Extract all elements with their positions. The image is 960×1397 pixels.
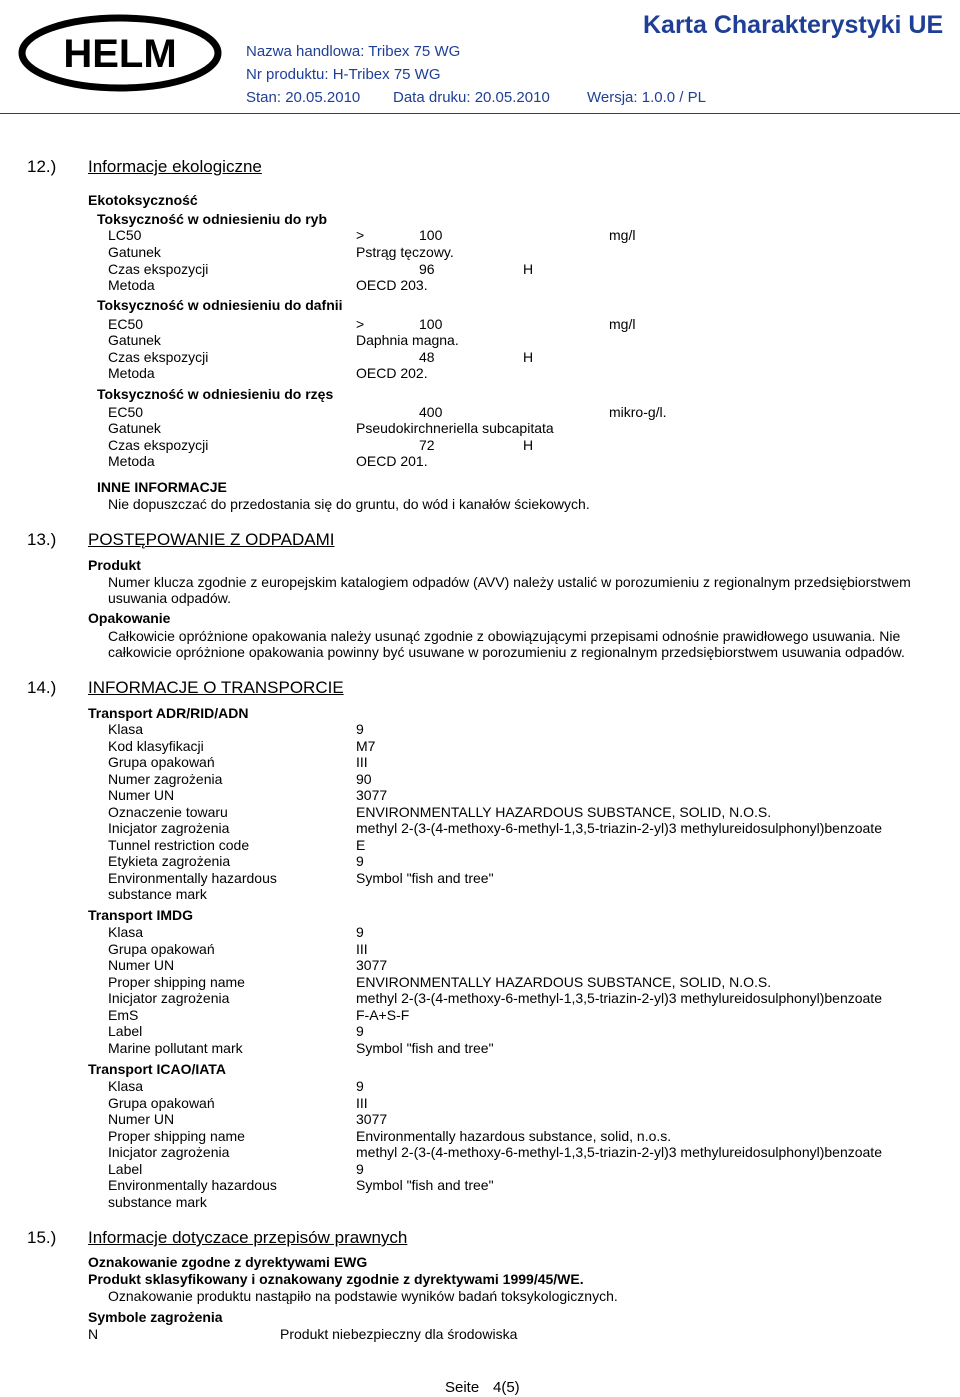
fish-heading: Toksyczność w odniesieniu do ryb xyxy=(97,211,328,227)
transport-row-label: Tunnel restriction code xyxy=(108,836,250,853)
fish-exposure: 96 xyxy=(419,261,435,277)
transport-row-value: 90 xyxy=(356,770,372,787)
transport-row-label: Kod klasyfikacji xyxy=(108,737,204,754)
transport-row-label: Inicjator zagrożenia xyxy=(108,820,230,836)
section-14-number: 14.) xyxy=(27,678,57,697)
algae-species-label: Gatunek xyxy=(108,420,161,436)
transport-row-value: 3077 xyxy=(356,787,388,803)
hazard-symbol-code: N xyxy=(88,1326,99,1342)
section-15-title: Informacje dotyczace przepisów prawnych xyxy=(88,1228,408,1247)
transport-row-value: 3077 xyxy=(356,957,388,973)
fish-unit: mg/l xyxy=(609,227,636,243)
transport-row-value: 9 xyxy=(356,853,364,869)
transport-row-label: Numer UN xyxy=(108,957,175,973)
transport-row-label: substance mark xyxy=(108,886,207,902)
algae-value: 400 xyxy=(419,404,443,420)
ecotox-heading: Ekotoksyczność xyxy=(88,192,198,208)
section-12-title: Informacje ekologiczne xyxy=(88,157,262,176)
imdg-heading: Transport IMDG xyxy=(88,907,194,923)
transport-row-label: Grupa opakowań xyxy=(108,754,215,770)
transport-row-label: Label xyxy=(108,1160,143,1177)
product-disposal-text: Numer klucza zgodnie z europejskim katalogiem odpadów (AVV) należy ustalić w porozumieniu z regionalnym przedsiębiorstwem usuwania odpadów. xyxy=(108,574,911,606)
daphnia-ec50-label: EC50 xyxy=(108,316,144,332)
section-13-number: 13.) xyxy=(27,530,57,549)
transport-row-value: 9 xyxy=(356,1078,364,1094)
algae-exposure-label: Czas ekspozycji xyxy=(108,437,209,453)
product-number: Nr produktu: H-Tribex 75 WG xyxy=(246,66,441,83)
transport-row-value: III xyxy=(356,754,368,770)
fish-exposure-unit: H xyxy=(523,261,534,277)
status-date: Stan: 20.05.2010 xyxy=(246,89,361,106)
transport-row-value: Symbol "fish and tree" xyxy=(356,1039,494,1056)
transport-row-value: 3077 xyxy=(356,1111,388,1127)
fish-gt: > xyxy=(356,227,365,243)
transport-row-label: Marine pollutant mark xyxy=(108,1039,243,1056)
transport-row-value: Symbol "fish and tree" xyxy=(356,1177,494,1193)
fish-species-label: Gatunek xyxy=(108,244,161,260)
transport-row-value: methyl 2-(3-(4-methoxy-6-methyl-1,3,5-triazin-2-yl)3 methylureidosulphonyl)benzoate xyxy=(356,990,882,1006)
transport-row-label: Inicjator zagrożenia xyxy=(108,990,230,1006)
product-heading: Produkt xyxy=(88,557,141,573)
transport-row-label: Label xyxy=(108,1023,143,1039)
transport-row-label: Proper shipping name xyxy=(108,973,245,990)
transport-row-label: Klasa xyxy=(108,721,144,737)
algae-exposure: 72 xyxy=(419,437,435,453)
transport-row-label: Numer UN xyxy=(108,1111,175,1127)
transport-row-label: Oznaczenie towaru xyxy=(108,803,228,820)
page-label: Seite xyxy=(445,1379,480,1396)
transport-row-label: Inicjator zagrożenia xyxy=(108,1144,230,1160)
page-number: 4(5) xyxy=(493,1379,520,1396)
algae-heading: Toksyczność w odniesieniu do rzęs xyxy=(97,386,334,402)
icao-heading: Transport ICAO/IATA xyxy=(88,1061,226,1077)
transport-row-value: 9 xyxy=(356,924,364,940)
other-info-text: Nie dopuszczać do przedostania się do gruntu, do wód i kanałów ściekowych. xyxy=(108,496,590,512)
hazard-symbols-heading: Symbole zagrożenia xyxy=(88,1309,223,1325)
transport-row-label: Numer UN xyxy=(108,787,175,803)
print-date: Data druku: 20.05.2010 xyxy=(393,89,550,106)
adr-heading: Transport ADR/RID/ADN xyxy=(88,705,249,721)
algae-method: OECD 201. xyxy=(356,453,428,469)
transport-row-label: Klasa xyxy=(108,924,144,940)
other-info-heading: INNE INFORMACJE xyxy=(97,479,227,495)
daphnia-heading: Toksyczność w odniesieniu do dafnii xyxy=(97,297,343,313)
section-13-title: POSTĘPOWANIE Z ODPADAMI xyxy=(88,530,335,549)
section-12-number: 12.) xyxy=(27,157,57,176)
trade-name: Nazwa handlowa: Tribex 75 WG xyxy=(246,43,461,60)
daphnia-exposure-label: Czas ekspozycji xyxy=(108,349,209,365)
hazard-symbol-description: Produkt niebezpieczny dla środowiska xyxy=(280,1326,518,1342)
transport-row-value: Symbol "fish and tree" xyxy=(356,869,494,886)
transport-row-value: 9 xyxy=(356,721,364,737)
daphnia-gt: > xyxy=(356,316,365,332)
fish-value: 100 xyxy=(419,227,443,243)
helm-logo xyxy=(18,14,223,92)
transport-row-label: Environmentally hazardous xyxy=(108,1177,277,1193)
transport-row-label: Grupa opakowań xyxy=(108,940,215,957)
fish-method: OECD 203. xyxy=(356,277,428,293)
transport-row-label: Proper shipping name xyxy=(108,1127,245,1144)
transport-row-label: Etykieta zagrożenia xyxy=(108,853,231,869)
transport-row-value: methyl 2-(3-(4-methoxy-6-methyl-1,3,5-triazin-2-yl)3 methylureidosulphonyl)benzoate xyxy=(356,820,882,836)
section-14-title: INFORMACJE O TRANSPORCIE xyxy=(88,678,344,697)
transport-row-label: Klasa xyxy=(108,1078,144,1094)
packaging-disposal-text: Całkowicie opróżnione opakowania należy usunąć zgodnie z obowiązującymi przepisami odnośnie prawidłowego usuwania. Nie całkowicie opróżnione opakowania powinny być usuwane w porozumieniu z regionalnym przedsiębiorstwem usuwania odpadów. xyxy=(108,628,905,660)
algae-method-label: Metoda xyxy=(108,453,155,469)
classification-statement: Produkt sklasyfikowany i oznakowany zgodnie z dyrektywami 1999/45/WE. xyxy=(88,1271,584,1287)
version: Wersja: 1.0.0 / PL xyxy=(587,89,706,106)
fish-method-label: Metoda xyxy=(108,277,155,293)
transport-row-value: 9 xyxy=(356,1023,364,1039)
labelling-basis: Oznakowanie produktu nastąpiło na podstawie wyników badań toksykologicznych. xyxy=(108,1288,618,1304)
transport-row-label: Numer zagrożenia xyxy=(108,770,223,787)
transport-row-value: E xyxy=(356,836,366,853)
daphnia-species-label: Gatunek xyxy=(108,332,161,348)
transport-row-label: EmS xyxy=(108,1006,139,1023)
fish-species: Pstrąg tęczowy. xyxy=(356,244,454,260)
transport-row-value: Environmentally hazardous substance, solid, n.o.s. xyxy=(356,1127,672,1144)
section-15-number: 15.) xyxy=(27,1228,57,1247)
algae-ec50-label: EC50 xyxy=(108,404,144,420)
daphnia-species: Daphnia magna. xyxy=(356,332,459,348)
ewg-heading: Oznakowanie zgodne z dyrektywami EWG xyxy=(88,1254,368,1270)
packaging-heading: Opakowanie xyxy=(88,610,171,626)
transport-row-label: substance mark xyxy=(108,1193,207,1210)
transport-row-value: III xyxy=(356,940,368,957)
transport-row-value: M7 xyxy=(356,737,376,754)
transport-row-value: methyl 2-(3-(4-methoxy-6-methyl-1,3,5-triazin-2-yl)3 methylureidosulphonyl)benzoate xyxy=(356,1144,882,1160)
document-title: Karta Charakterystyki UE xyxy=(643,11,944,39)
algae-exposure-unit: H xyxy=(523,437,534,453)
transport-row-value: ENVIRONMENTALLY HAZARDOUS SUBSTANCE, SOLID, N.O.S. xyxy=(356,973,772,990)
daphnia-value: 100 xyxy=(419,316,443,332)
daphnia-method-label: Metoda xyxy=(108,365,155,381)
daphnia-method: OECD 202. xyxy=(356,365,428,381)
transport-row-value: ENVIRONMENTALLY HAZARDOUS SUBSTANCE, SOLID, N.O.S. xyxy=(356,803,772,820)
transport-row-label: Grupa opakowań xyxy=(108,1094,215,1111)
algae-species: Pseudokirchneriella subcapitata xyxy=(356,420,554,436)
daphnia-exposure-unit: H xyxy=(523,349,534,365)
transport-row-label: Environmentally hazardous xyxy=(108,869,277,886)
fish-lc50-label: LC50 xyxy=(108,227,142,243)
algae-unit: mikro-g/l. xyxy=(609,404,667,420)
transport-row-value: F-A+S-F xyxy=(356,1006,410,1023)
fish-exposure-label: Czas ekspozycji xyxy=(108,261,209,277)
daphnia-unit: mg/l xyxy=(609,316,636,332)
logo-text: HELM xyxy=(63,32,177,76)
transport-row-value: 9 xyxy=(356,1160,364,1177)
transport-row-value: III xyxy=(356,1094,368,1111)
header-divider xyxy=(0,113,960,114)
daphnia-exposure: 48 xyxy=(419,349,435,365)
